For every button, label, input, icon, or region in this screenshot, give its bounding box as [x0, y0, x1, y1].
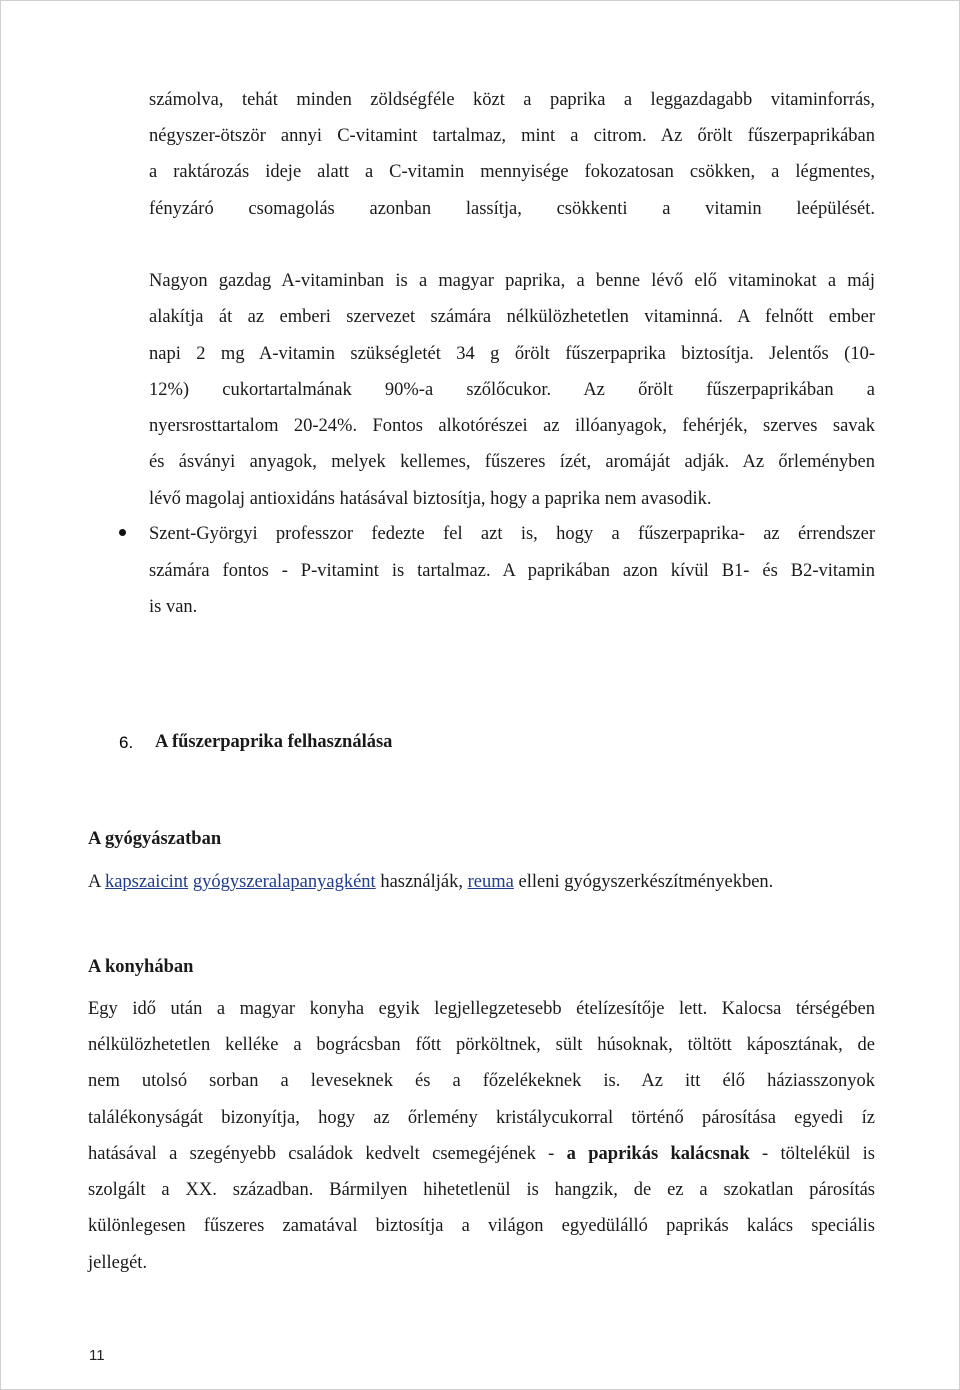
bullet-icon — [119, 529, 126, 536]
text-run: elleni gyógyszerkészítményekben. — [513, 872, 774, 892]
text-line: is van. — [149, 597, 198, 617]
text-line: Egy idő után a magyar konyha egyik legjellegzetesebb ételízesítője lett. Kalocsa térségében — [88, 999, 875, 1019]
link-kapszaicin[interactable]: kapszaicint — [104, 872, 189, 892]
subheading-gyogyaszat — [88, 828, 221, 850]
text-line: nélkülözhetetlen kelléke a bográcsban főtt pörköltnek, sült húsoknak, töltött káposztának, de — [88, 1035, 875, 1055]
text-line — [88, 1143, 875, 1165]
section-number: 6. — [119, 733, 134, 752]
text-run: - töltelékül is — [749, 1144, 875, 1164]
text-line: számolva, tehát minden zöldségféle közt a paprika a leggazdagabb vitaminforrás, — [149, 90, 875, 110]
text-line: Szent-Györgyi professzor fedezte fel azt is, hogy a fűszerpaprika- az érrendszer — [149, 524, 875, 544]
text-line: és ásványi anyagok, melyek kellemes, fűszeres ízét, aromáját adják. Az őrleményben — [149, 452, 875, 472]
text-line: számára fontos - P-vitamint is tartalmaz. A paprikában azon kívül B1- és B2-vitamin — [149, 561, 875, 581]
section-title-wrap — [155, 731, 392, 753]
text-line: nem utolsó sorban a leveseknek és a főzelékeknek is. Az itt élő háziasszonyok — [88, 1071, 875, 1091]
text-line: fényzáró csomagolás azonban lassítja, csökkenti a vitamin leépülését. — [149, 199, 875, 219]
subheading-text: A gyógyászatban — [88, 829, 222, 849]
text-line: alakítja át az emberi szervezet számára nélkülözhetetlen vitaminná. A felnőtt ember — [149, 307, 875, 327]
text-line: különlegesen fűszeres zamatával biztosítja a világon egyedülálló paprikás kalács speciális — [88, 1216, 875, 1236]
text-line: szolgált a XX. században. Bármilyen hihetetlenül is hangzik, de ez a szokatlan párosítás — [88, 1180, 875, 1200]
section-title: A fűszerpaprika felhasználása — [155, 732, 393, 752]
section-heading — [119, 732, 133, 755]
paragraph-gyogyaszat — [88, 871, 773, 893]
text-line: 12%) cukortartalmának 90%-a szőlőcukor. Az őrölt fűszerpaprikában a — [149, 380, 875, 400]
text-line: lévő magolaj antioxidáns hatásával biztosítja, hogy a paprika nem avasodik. — [149, 489, 712, 509]
text-run: A — [88, 872, 105, 892]
link-gyogyszeralapanyag[interactable]: gyógyszeralapanyagként — [192, 872, 376, 892]
text-line: nyersrosttartalom 20-24%. Fontos alkotórészei az illóanyagok, fehérjék, szerves savak — [149, 416, 875, 436]
text-run: hatásával a szegényebb családok kedvelt csemegéjének - — [88, 1144, 567, 1164]
text-line: négyszer-ötször annyi C-vitamint tartalmaz, mint a citrom. Az őrölt fűszerpaprikában — [149, 126, 875, 146]
link-reuma[interactable]: reuma — [467, 872, 514, 892]
text-line: napi 2 mg A-vitamin szükségletét 34 g őrölt fűszerpaprika biztosítja. Jelentős (10- — [149, 344, 875, 364]
bold-text-run: a paprikás kalácsnak — [566, 1144, 750, 1164]
subheading-text: A konyhában — [88, 957, 194, 977]
subheading-konyha — [88, 956, 193, 978]
text-line: Nagyon gazdag A-vitaminban is a magyar paprika, a benne lévő elő vitaminokat a máj — [149, 271, 875, 291]
text-run: használják, — [375, 872, 468, 892]
page-number: 11 — [89, 1347, 105, 1364]
text-line: a raktározás ideje alatt a C-vitamin mennyisége fokozatosan csökken, a légmentes, — [149, 162, 875, 182]
text-line: jellegét. — [88, 1253, 148, 1273]
text-line: találékonyságát bizonyítja, hogy az őrlemény kristálycukorral történő párosítása egyedi íz — [88, 1108, 875, 1128]
